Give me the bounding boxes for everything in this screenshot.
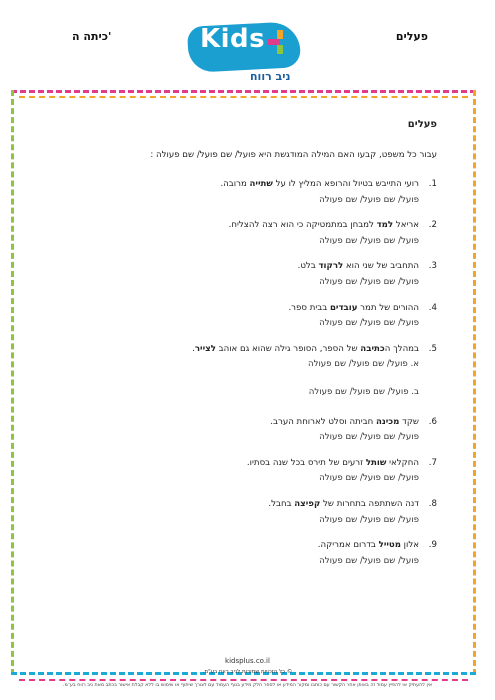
question-text: בדרום אמריקה. [317, 540, 379, 551]
frame-border-right [473, 90, 476, 675]
question-list [34, 179, 437, 567]
highlighted-word: כתיבה [360, 343, 385, 354]
question-number: 6. [428, 416, 437, 427]
footer-legal-notice: אין להעתיק או להפיץ עמוד זה באופן אחר הקשור עם כותבו ומקור המידע או לספר חלק מידע בגוף העמוד עם לצורך שיתוף או שימוש בו ללא קבלת אישור בכתב מאת ניב רווח בע"מ. [62, 683, 433, 688]
question-number: 1. [428, 179, 437, 190]
question-text: דנה השתתפה בתחרות של [320, 499, 419, 509]
question-item [34, 344, 437, 356]
answer-options[interactable]: פועל/ שם פועל/ שם פעולה [319, 235, 419, 246]
answer-options[interactable]: פועל/ שם פועל/ שם פעולה [319, 318, 419, 329]
frame-border-top-inner [19, 96, 468, 98]
highlighted-word: למד [376, 220, 394, 231]
header-subject: פעלים [395, 30, 428, 43]
answer-options[interactable]: פועל/ שם פועל/ שם פעולה [319, 194, 419, 205]
brand-logo [186, 20, 306, 83]
question-text: חביתה וסלט לארוחת הערב. [270, 416, 376, 427]
frame-border-top [11, 90, 476, 93]
question-text: של הספר, הסופר גילה שהוא גם אוהב [215, 343, 361, 354]
question-item [34, 303, 437, 315]
question-number: 5. [428, 343, 437, 354]
logo-subtitle: ניב רווח [250, 70, 291, 83]
question-item [34, 220, 437, 232]
highlighted-word: לרקוד [318, 261, 344, 272]
question-number: 7. [428, 457, 437, 468]
highlighted-word: מכינה [375, 416, 400, 427]
answer-options[interactable]: פועל/ שם פועל/ שם פעולה [319, 432, 419, 443]
plus-icon [268, 30, 292, 54]
question-text: רועי התייבש בטיול והרופא המליץ לו על [272, 179, 419, 190]
highlighted-word: עובדים [329, 302, 358, 313]
question-number: 4. [428, 302, 437, 313]
answer-options[interactable]: פועל/ שם פועל/ שם פעולה [319, 473, 419, 484]
answer-options-b[interactable]: ב. פועל/ שם פועל/ שם פעולה [308, 387, 419, 398]
answer-options-a[interactable]: א. פועל/ שם פועל/ שם פעולה [307, 359, 419, 370]
answer-options[interactable]: פועל/ שם פועל/ שם פעולה [319, 514, 419, 525]
footer-url[interactable]: kidsplus.co.il [225, 657, 270, 665]
question-item [34, 179, 437, 191]
question-text: למבחן במתמטיקה כי הוא רצה להצליח. [228, 220, 377, 231]
question-text: בחבל. [268, 499, 295, 509]
frame-border-left [11, 90, 14, 675]
logo-wordmark: Kids [200, 24, 266, 54]
highlighted-word: שותל [365, 457, 387, 468]
highlighted-word: שתייה [249, 179, 273, 190]
question-text: אריאל [393, 220, 419, 231]
question-item [34, 417, 437, 429]
question-text: זרעים של תירס בכל שנה בסתיו. [246, 457, 366, 468]
question-text: אלון [400, 540, 419, 551]
worksheet-content [34, 118, 437, 581]
question-number: 8. [428, 499, 437, 509]
question-text: ההורים של תמר [357, 302, 419, 313]
question-text: מרובה. [220, 179, 250, 190]
question-number: 2. [428, 220, 437, 231]
answer-options[interactable]: פועל/ שם פועל/ שם פעולה [319, 277, 419, 288]
question-item [34, 261, 437, 273]
question-text: החקלאי [386, 457, 419, 468]
question-text: בבית ספר. [288, 302, 330, 313]
header-grade: כיתה ה' [72, 30, 112, 43]
question-item [34, 499, 437, 511]
frame-border-bottom-inner [19, 679, 468, 681]
worksheet-title: פעלים [407, 119, 437, 130]
question-number: 3. [428, 261, 437, 272]
question-text: . [192, 343, 195, 354]
question-text: שקד [399, 416, 419, 427]
question-item [34, 458, 437, 470]
answer-options[interactable]: פועל/ שם פועל/ שם פעולה [319, 555, 419, 566]
question-number: 9. [428, 540, 437, 551]
instructions: עבור כל משפט, קבעו האם המילה המודגשת היא פועל/ שם פועל/ שם פעולה : [150, 149, 437, 160]
question-text: בלט. [297, 261, 319, 272]
highlighted-word: מטייל [378, 540, 401, 551]
footer-copyright: © כל הזכויות שמורות לניב רווח בע"מ. [202, 669, 293, 675]
highlighted-word: לצייר [194, 343, 216, 354]
question-item [34, 540, 437, 552]
highlighted-word: קפיצה [294, 499, 321, 509]
question-text: התחביב של שני הוא [343, 261, 419, 272]
question-text: במהלך ה [384, 343, 419, 354]
